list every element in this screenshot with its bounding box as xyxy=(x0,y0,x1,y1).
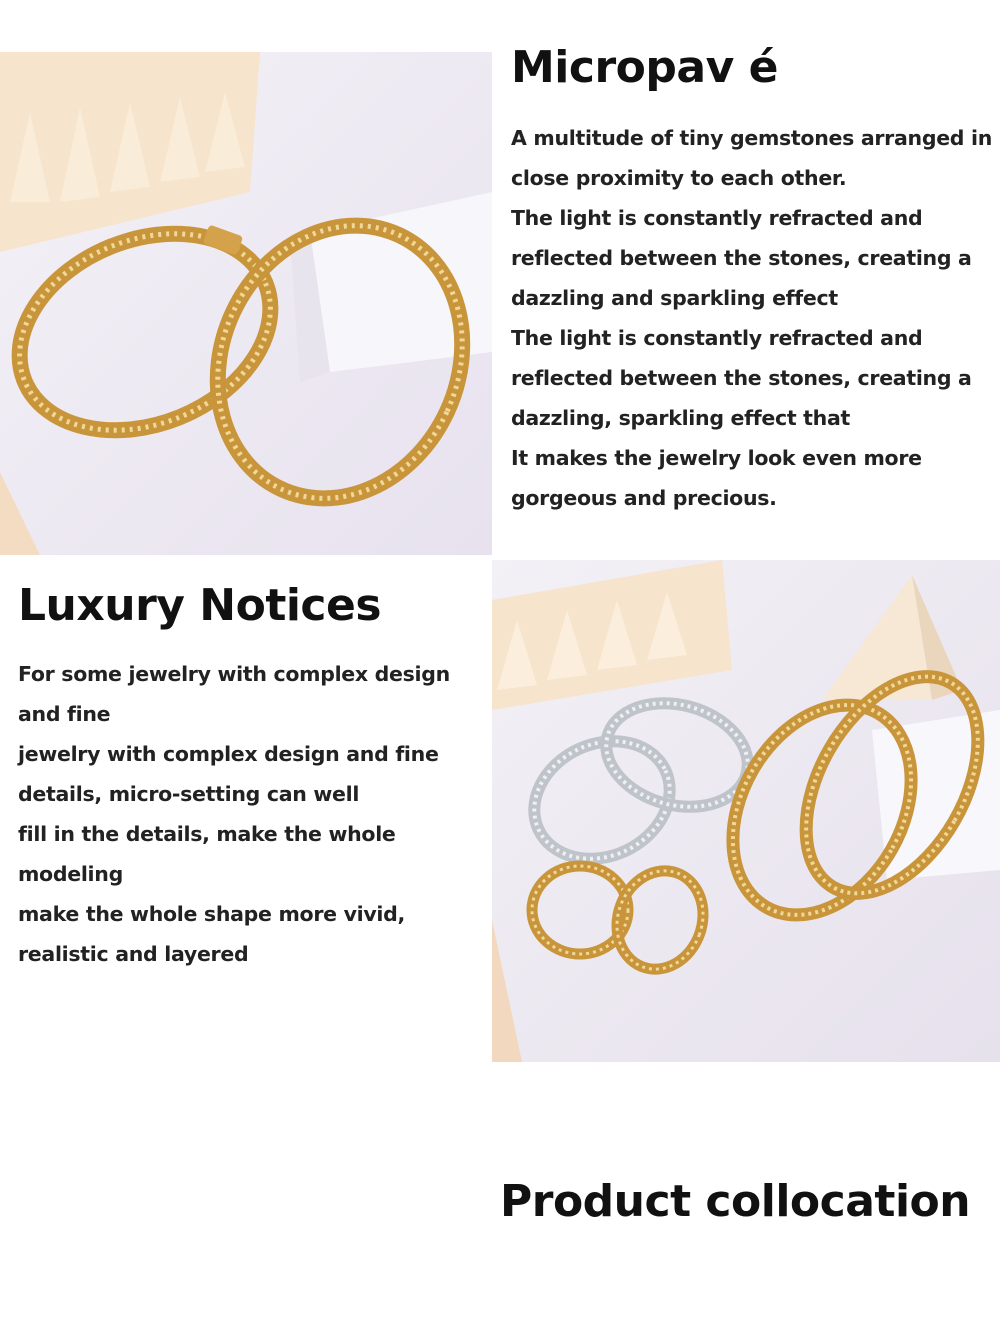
text-line: details, micro-setting can well xyxy=(18,782,360,806)
text-line: realistic and layered xyxy=(18,942,249,966)
gold-hoop-earrings-photo xyxy=(0,52,492,555)
text-line: reflected between the stones, creating a xyxy=(511,366,972,390)
text-line: jewelry with complex design and fine xyxy=(18,742,439,766)
luxury-notices-description xyxy=(18,654,450,974)
text-line: For some jewelry with complex design xyxy=(18,662,450,686)
product-collocation-heading: Product collocation xyxy=(500,1176,971,1227)
micropave-heading: Micropav é xyxy=(511,42,778,93)
text-line: fill in the details, make the whole xyxy=(18,822,396,846)
text-line: close proximity to each other. xyxy=(511,166,847,190)
luxury-notices-heading: Luxury Notices xyxy=(18,580,382,631)
text-line: The light is constantly refracted and xyxy=(511,326,923,350)
text-line: dazzling and sparkling effect xyxy=(511,286,838,310)
text-line: modeling xyxy=(18,862,123,886)
text-line: The light is constantly refracted and xyxy=(511,206,923,230)
text-line: It makes the jewelry look even more xyxy=(511,446,922,470)
text-line: dazzling, sparkling effect that xyxy=(511,406,850,430)
gold-and-silver-hoop-earrings-photo xyxy=(492,560,1000,1062)
text-line: reflected between the stones, creating a xyxy=(511,246,972,270)
text-line: make the whole shape more vivid, xyxy=(18,902,406,926)
text-line: gorgeous and precious. xyxy=(511,486,777,510)
text-line: A multitude of tiny gemstones arranged in xyxy=(511,126,993,150)
micropave-description xyxy=(511,118,992,518)
text-line: and fine xyxy=(18,702,111,726)
